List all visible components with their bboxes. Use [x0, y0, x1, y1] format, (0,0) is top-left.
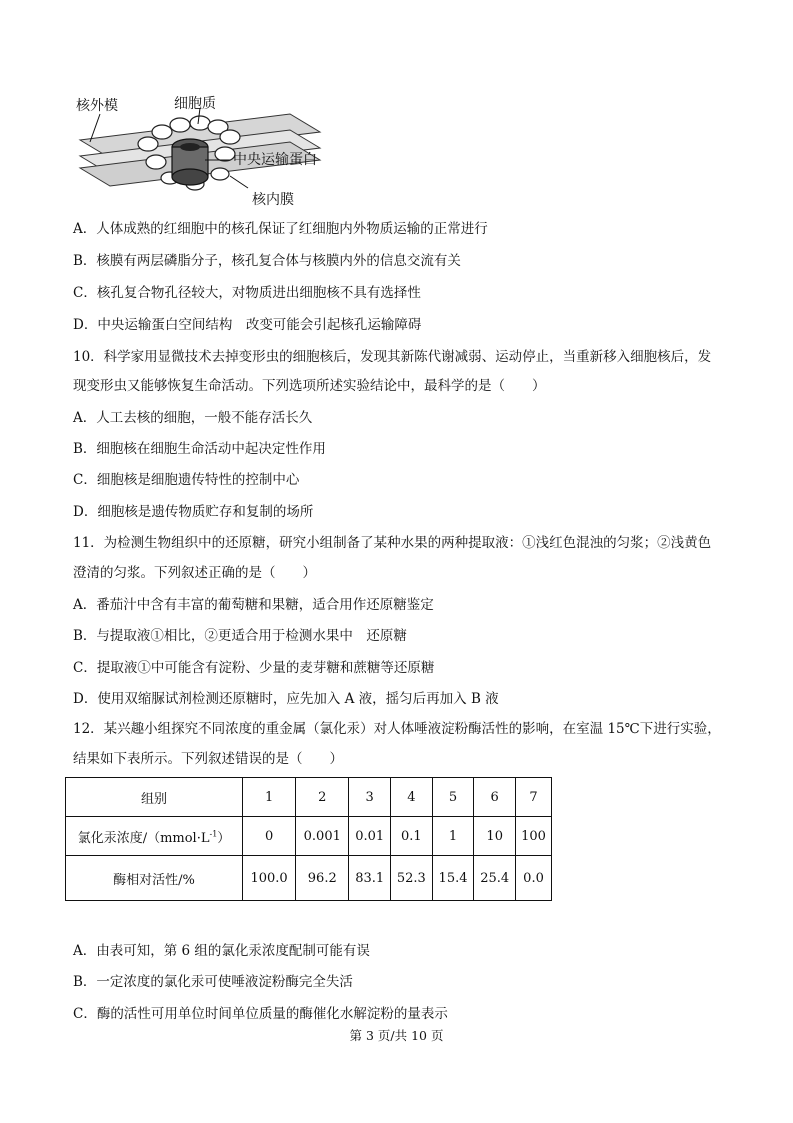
table-row-concentration: [66, 817, 552, 856]
q9-option-c: C．核孔复合物孔径较大，对物质进出细胞核不具有选择性: [73, 285, 421, 301]
table-cell: 52.3: [391, 856, 433, 901]
q10-option-b: B．细胞核在细胞生命活动中起决定性作用: [73, 441, 326, 457]
table-cell: 83.1: [349, 856, 391, 901]
table-cell: 1: [243, 778, 296, 817]
table-header-group: 组别: [66, 778, 243, 817]
q11-option-c: C．提取液①中可能含有淀粉、少量的麦芽糖和蔗糖等还原糖: [73, 660, 435, 676]
q9-option-d: D．中央运输蛋白空间结构 改变可能会引起核孔运输障碍: [73, 317, 422, 333]
mercury-enzyme-table: [65, 777, 552, 901]
table-cell: 15.4: [432, 856, 474, 901]
q12-option-a: A．由表可知，第 6 组的氯化汞浓度配制可能有误: [73, 943, 370, 959]
q11-option-b: B．与提取液①相比，②更适合用于检测水果中 还原糖: [73, 628, 407, 644]
table-header-activity: 酶相对活性/%: [66, 856, 243, 901]
q10-option-a: A．人工去核的细胞，一般不能存活长久: [73, 410, 313, 426]
q11-option-d: D．使用双缩脲试剂检测还原糖时，应先加入 A 液，摇匀后再加入 B 液: [73, 691, 499, 707]
table-row-groups: [66, 778, 552, 817]
label-inner-membrane: 核内膜: [252, 192, 294, 208]
page-footer: 第 3 页/共 10 页: [349, 1028, 444, 1043]
label-cytoplasm: 细胞质: [174, 96, 216, 112]
table-cell: 10: [474, 817, 516, 856]
label-outer-membrane: 核外模: [76, 98, 118, 114]
conc-label-sup: -1: [209, 829, 218, 839]
table-cell: 96.2: [296, 856, 349, 901]
table-header-concentration: [66, 817, 243, 856]
table-cell: 0.01: [349, 817, 391, 856]
table-cell: 25.4: [474, 856, 516, 901]
table-cell: 0.1: [391, 817, 433, 856]
table-cell: 1: [432, 817, 474, 856]
nuclear-pore-figure: [70, 92, 360, 212]
table-cell: 0.0: [516, 856, 552, 901]
q10-option-c: C．细胞核是细胞遗传特性的控制中心: [73, 472, 300, 488]
table-cell: 0.001: [296, 817, 349, 856]
table-cell: 4: [391, 778, 433, 817]
table-cell: 3: [349, 778, 391, 817]
q10-stem-line1: 10．科学家用显微技术去掉变形虫的细胞核后，发现其新陈代谢减弱、运动停止，当重新移入细胞核后，发: [73, 349, 712, 365]
q12-stem-line2: 结果如下表所示。下列叙述错误的是（ ）: [73, 751, 343, 767]
table-cell: 2: [296, 778, 349, 817]
q11-stem-line1: 11．为检测生物组织中的还原糖，研究小组制备了某种水果的两种提取液：①浅红色混浊的匀浆；②浅黄色: [73, 535, 712, 551]
q12-option-c: C．酶的活性可用单位时间单位质量的酶催化水解淀粉的量表示: [73, 1006, 448, 1022]
q10-stem-line2: 现变形虫又能够恢复生命活动。下列选项所述实验结论中，最科学的是（ ）: [73, 378, 546, 394]
q9-option-a: A．人体成熟的红细胞中的核孔保证了红细胞内外物质运输的正常进行: [73, 221, 488, 237]
label-central-transporter: 中央运输蛋白: [233, 152, 317, 168]
table-cell: 100: [516, 817, 552, 856]
table-row-activity: [66, 856, 552, 901]
table-cell: 5: [432, 778, 474, 817]
conc-label-close: ）: [217, 830, 231, 846]
q12-option-b: B．一定浓度的氯化汞可使唾液淀粉酶完全失活: [73, 974, 353, 990]
table-cell: 100.0: [243, 856, 296, 901]
q10-option-d: D．细胞核是遗传物质贮存和复制的场所: [73, 504, 314, 520]
q12-stem-line1: 12．某兴趣小组探究不同浓度的重金属（氯化汞）对人体唾液淀粉酶活性的影响，在室温 15℃下进行实验，: [73, 721, 721, 737]
q11-option-a: A．番茄汁中含有丰富的葡萄糖和果糖，适合用作还原糖鉴定: [73, 597, 434, 613]
table-cell: 7: [516, 778, 552, 817]
conc-label-text: 氯化汞浓度/（mmol·L: [77, 830, 210, 846]
table-cell: 0: [243, 817, 296, 856]
table-cell: 6: [474, 778, 516, 817]
q9-option-b: B．核膜有两层磷脂分子，核孔复合体与核膜内外的信息交流有关: [73, 253, 461, 269]
q11-stem-line2: 澄清的匀浆。下列叙述正确的是（ ）: [73, 565, 316, 581]
